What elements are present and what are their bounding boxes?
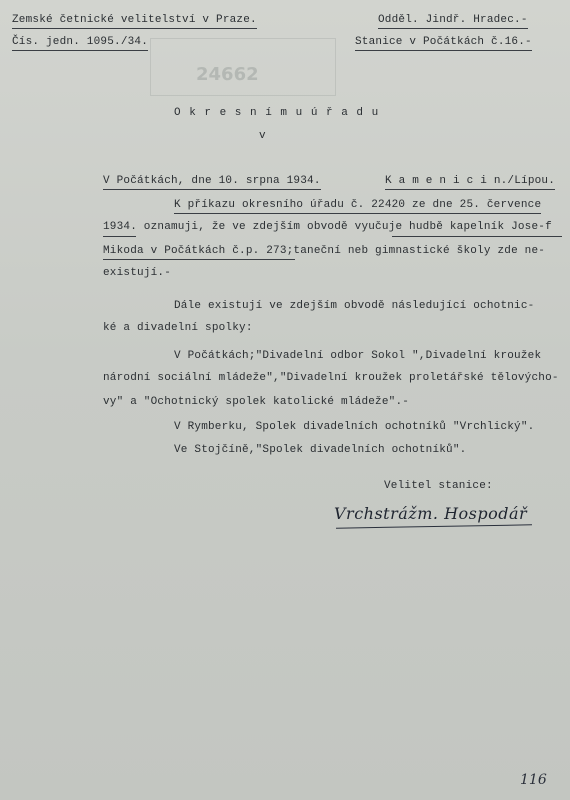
date-line: V Počátkách, dne 10. srpna 1934. xyxy=(103,175,321,190)
body-line: ké a divadelní spolky: xyxy=(103,322,253,334)
body-line: existují.- xyxy=(103,267,172,279)
underline-mark xyxy=(103,236,136,237)
underline-mark xyxy=(392,236,562,237)
handwritten-signature: Vrchstrážm. Hospodář xyxy=(334,504,528,523)
authority-line: Zemské četnické velitelství v Praze. xyxy=(12,14,257,29)
body-line: Ve Stojčíně,"Spolek divadelních ochotníků". xyxy=(174,444,467,456)
reference-number: Čís. jedn. 1095./34. xyxy=(12,36,148,51)
department: Odděl. Jindř. Hradec.- xyxy=(378,14,528,29)
addressee-place: K a m e n i c i n./Lípou. xyxy=(385,175,555,190)
addressee-line: O k r e s n í m u ú ř a d u xyxy=(174,107,380,119)
signature-stroke xyxy=(336,524,532,528)
body-line: 1934. oznamuji, že ve zdejším obvodě vyučuje hudbě kapelník Jose-f xyxy=(103,221,552,233)
signature-title: Velitel stanice: xyxy=(384,480,493,492)
station: Stanice v Počátkách č.16.- xyxy=(355,36,532,51)
folio-number: 116 xyxy=(520,772,547,788)
body-line: V Rymberku, Spolek divadelních ochotníků "Vrchlický". xyxy=(174,421,535,433)
body-line: V Počátkách;"Divadelní odbor Sokol ",Divadelní kroužek xyxy=(174,350,542,362)
body-line: vy" a "Ochotnický spolek katolické mládeže".- xyxy=(103,396,410,408)
stamp-number: 24662 xyxy=(196,64,259,85)
body-line: národní sociální mládeže","Divadelní kroužek proletářské tělovýcho- xyxy=(103,372,559,384)
body-line: Dále existují ve zdejším obvodě následující ochotnic- xyxy=(174,300,535,312)
addressee-preposition: v xyxy=(259,130,266,142)
underline-mark xyxy=(103,259,295,260)
body-line: K příkazu okresního úřadu č. 22420 ze dne 25. července xyxy=(174,199,541,214)
body-line: Mikoda v Počátkách č.p. 273;taneční neb gimnastické školy zde ne- xyxy=(103,245,546,257)
